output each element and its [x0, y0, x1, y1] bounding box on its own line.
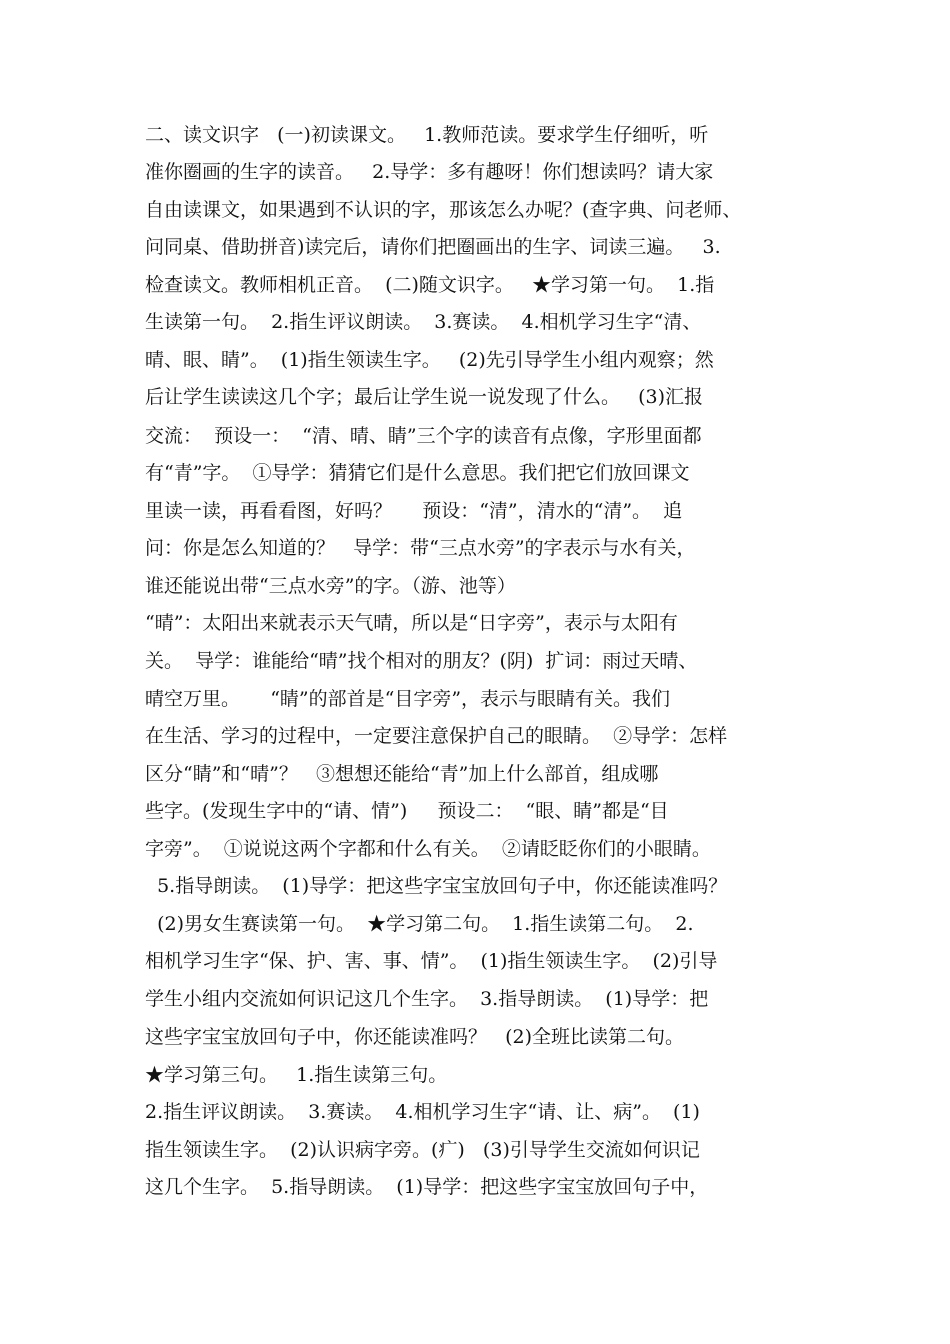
text-line: 学生小组内交流如何识记这几个生字。 3.指导朗读。 (1)导学：把: [145, 988, 709, 1010]
text-line: 交流： 预设一： “清、晴、睛”三个字的读音有点像，字形里面都: [145, 425, 702, 447]
text-line: 后让学生读读这几个字；最后让学生说一说发现了什么。 (3)汇报: [145, 386, 704, 408]
text-line: 有“青”字。 ①导学：猜猜它们是什么意思。我们把它们放回课文: [145, 462, 690, 484]
text-line: 谁还能说出带“三点水旁”的字。（游、池等）: [145, 575, 516, 597]
text-line: 里读一读，再看看图，好吗？ 预设：“清”，清水的“清”。 追: [145, 500, 683, 522]
text-line: (2)男女生赛读第一句。 ★学习第二句。 1.指生读第二句。 2.: [145, 913, 694, 935]
text-line: 5.指导朗读。 (1)导学：把这些字宝宝放回句子中，你还能读准吗？: [145, 875, 728, 897]
text-line: 些字。(发现生字中的“请、情”) 预设二： “眼、睛”都是“目: [145, 800, 669, 822]
text-line: 这几个生字。 5.指导朗读。 (1)导学：把这些字宝宝放回句子中，: [145, 1176, 709, 1198]
text-line: 晴、眼、睛”。 (1)指生领读生字。 (2)先引导学生小组内观察；然: [145, 349, 714, 371]
text-line: 在生活、学习的过程中，一定要注意保护自己的眼睛。 ②导学：怎样: [145, 725, 728, 747]
text-line: 晴空万里。 “睛”的部首是“目字旁”，表示与眼睛有关。我们: [145, 688, 671, 710]
text-line: 准你圈画的生字的读音。 2.导学：多有趣呀！你们想读吗？请大家: [145, 161, 714, 183]
text-line: 生读第一句。 2.指生评议朗读。 3.赛读。 4.相机学习生字“清、: [145, 311, 702, 333]
text-line: 相机学习生字“保、护、害、事、情”。 (1)指生领读生字。 (2)引导: [145, 950, 718, 972]
text-line: 二、读文识字 (一)初读课文。 1.教师范读。要求学生仔细听，听: [145, 124, 709, 146]
text-line: 2.指生评议朗读。 3.赛读。 4.相机学习生字“请、让、病”。 (1): [145, 1101, 700, 1123]
text-line: 这些字宝宝放回句子中，你还能读准吗？ (2)全班比读第二句。: [145, 1026, 685, 1048]
text-line: ★学习第三句。 1.指生读第三句。: [145, 1064, 448, 1086]
text-line: 字旁”。 ①说说这两个字都和什么有关。 ②请眨眨你们的小眼睛。: [145, 838, 711, 860]
text-line: 问同桌、借助拼音)读完后，请你们把圈画出的生字、词读三遍。 3.: [145, 236, 721, 258]
text-line: 区分“睛”和“晴”？ ③想想还能给“青”加上什么部首，组成哪: [145, 763, 659, 785]
text-line: “晴”：太阳出来就表示天气晴，所以是“日字旁”，表示与太阳有: [145, 612, 678, 634]
text-line: 指生领读生字。 (2)认识病字旁。(疒) (3)引导学生交流如何识记: [145, 1139, 700, 1161]
text-line: 问：你是怎么知道的？ 导学：带“三点水旁”的字表示与水有关，: [145, 537, 696, 559]
text-line: 关。 导学：谁能给“晴”找个相对的朋友？(阴) 扩词：雨过天晴、: [145, 650, 698, 672]
text-line: 检查读文。教师相机正音。 (二)随文识字。 ★学习第一句。 1.指: [145, 274, 715, 296]
text-line: 自由读课文，如果遇到不认识的字，那该怎么办呢？(查字典、问老师、: [145, 199, 742, 221]
